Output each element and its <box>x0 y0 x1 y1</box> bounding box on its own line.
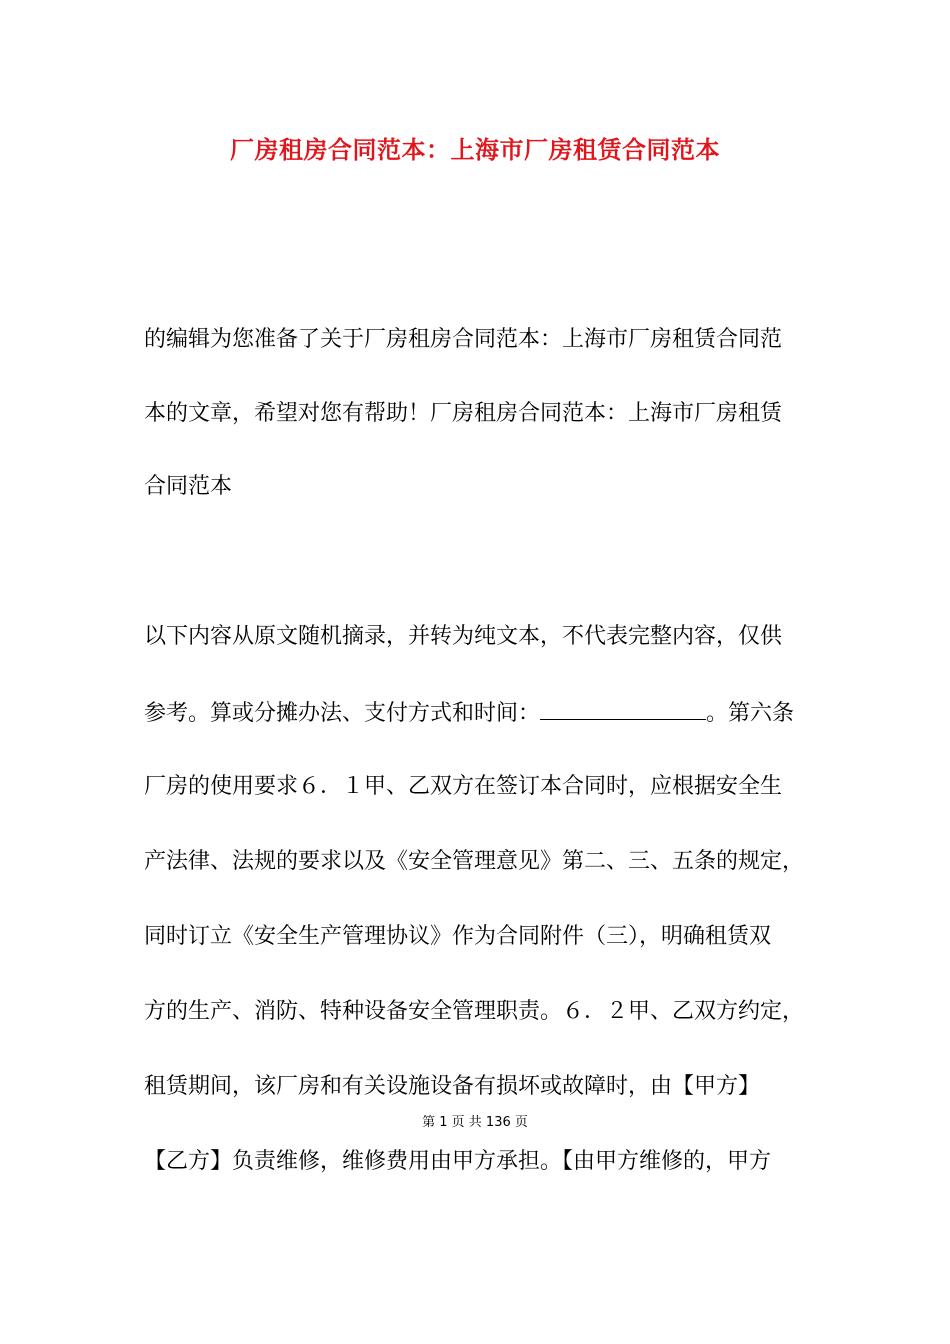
body-line-5: 同时订立《安全生产管理协议》作为合同附件（三），明确租赁双 <box>144 924 772 949</box>
intro-line-2: 本的文章，希望对您有帮助！厂房租房合同范本：上海市厂房租赁 <box>144 401 783 426</box>
body-line-1: 以下内容从原文随机摘录，并转为纯文本，不代表完整内容，仅供 <box>144 624 783 649</box>
page-number: 第 1 页 共 136 页 <box>422 1115 528 1130</box>
body-line-8: 【乙方】负责维修，维修费用由甲方承担。【由甲方维修的，甲方 <box>144 1149 772 1174</box>
body-line-6: 方的生产、消防、特种设备安全管理职责。６．２甲、乙双方约定， <box>144 999 805 1024</box>
page-title: 厂房租房合同范本：上海市厂房租赁合同范本 <box>230 136 720 164</box>
body-line-2 <box>144 695 794 731</box>
intro-line-1: 的编辑为您准备了关于厂房租房合同范本：上海市厂房租赁合同范 <box>144 327 783 352</box>
intro-line-3: 合同范本 <box>144 474 233 499</box>
body-line-2-text: 参考。算或分摊办法、支付方式和时间： <box>144 701 541 726</box>
body-line-3: 厂房的使用要求６．１甲、乙双方在签订本合同时，应根据安全生 <box>144 774 783 799</box>
body-line-4: 产法律、法规的要求以及《安全管理意见》第二、三、五条的规定， <box>144 849 805 874</box>
fill-in-blank <box>540 695 706 720</box>
body-line-7: 租赁期间，该厂房和有关设施设备有损坏或故障时，由【甲方】 <box>144 1074 761 1099</box>
body-line-2-tail: 。第六条 <box>706 701 795 726</box>
